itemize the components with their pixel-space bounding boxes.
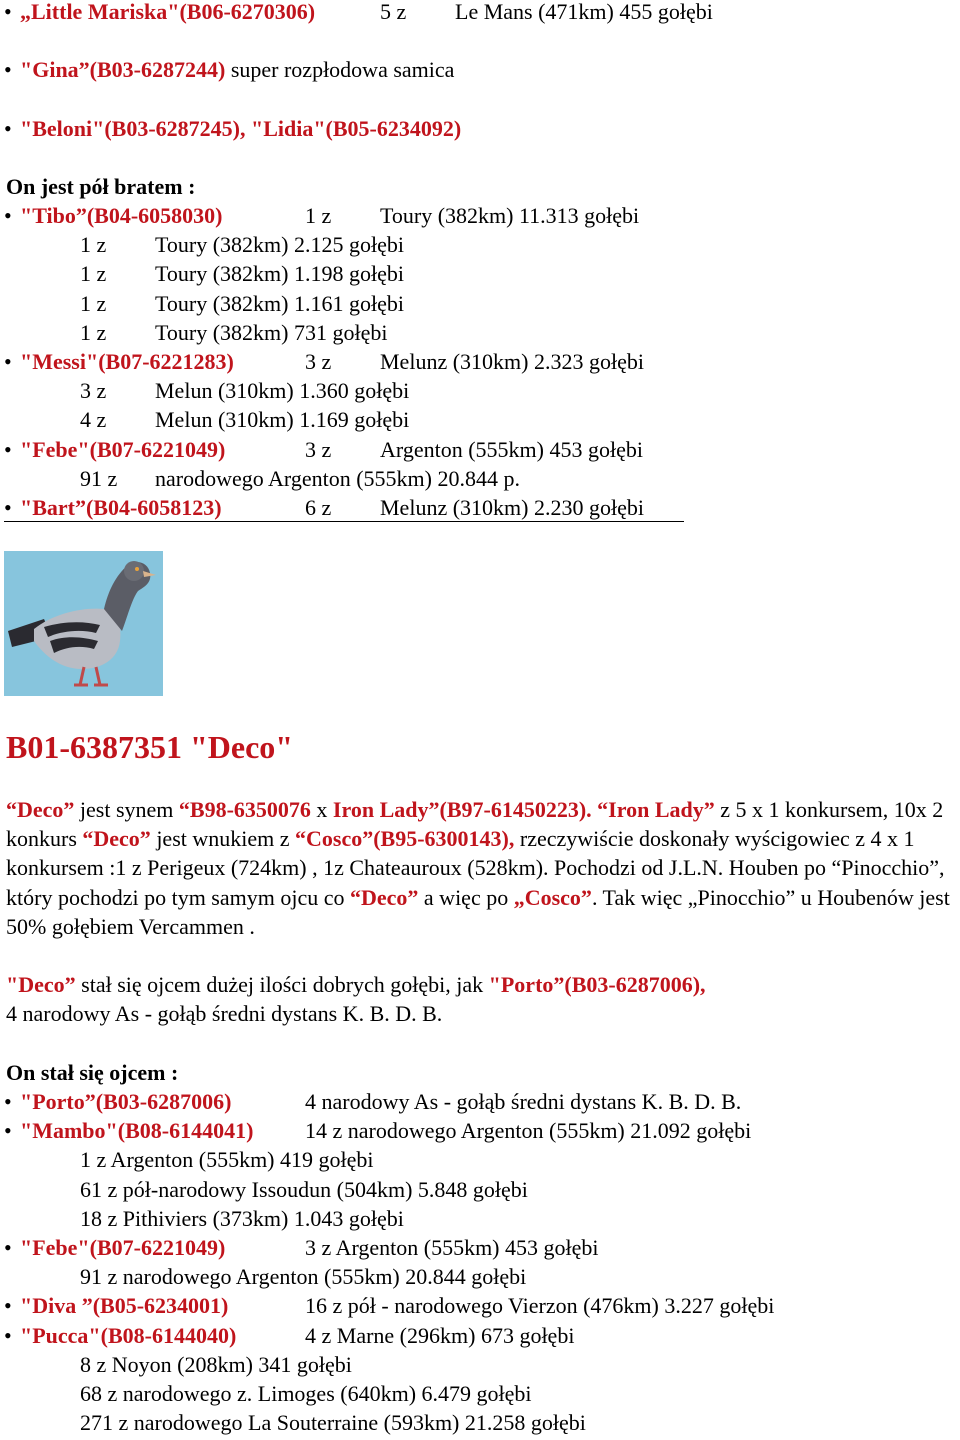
page-title: B01-6387351 "Deco" [6,729,294,765]
description-paragraph: “Deco” jest synem “B98-6350076 x Iron Lady”(B97-61450223). “Iron Lady” z 5 x 1 konkursem, 10x 2 konkurs “Deco” jest wnukiem z “Cosco”(B95-6300143), rzeczywiście doskonały wyścigowiec z 4 x 1 konkursem :1 z Perigeux (724km) , 1z Chateauroux (528km). Pochodzi od J.L.N. Houben po “Pinocchio”, który pochodzi po tym samym ojcu co “Deco” a więc po „Cosco”. Tak więc „Pinocchio” u Houbenów jest 50% gołębiem Vercammen . [6,797,950,939]
offspring-intro-line2: 4 narodowy As - gołąb średni dystans K. B. D. B. [6,1001,443,1026]
pigeon-photo [4,551,163,696]
father-section-title: On stał się ojcem : [6,1060,179,1085]
offspring-intro: "Deco” stał się ojcem dużej ilości dobrych gołębi, jak "Porto”(B03-6287006), [6,972,706,997]
brother-section-title: On jest pół bratem : [6,174,196,199]
underline [4,521,684,522]
